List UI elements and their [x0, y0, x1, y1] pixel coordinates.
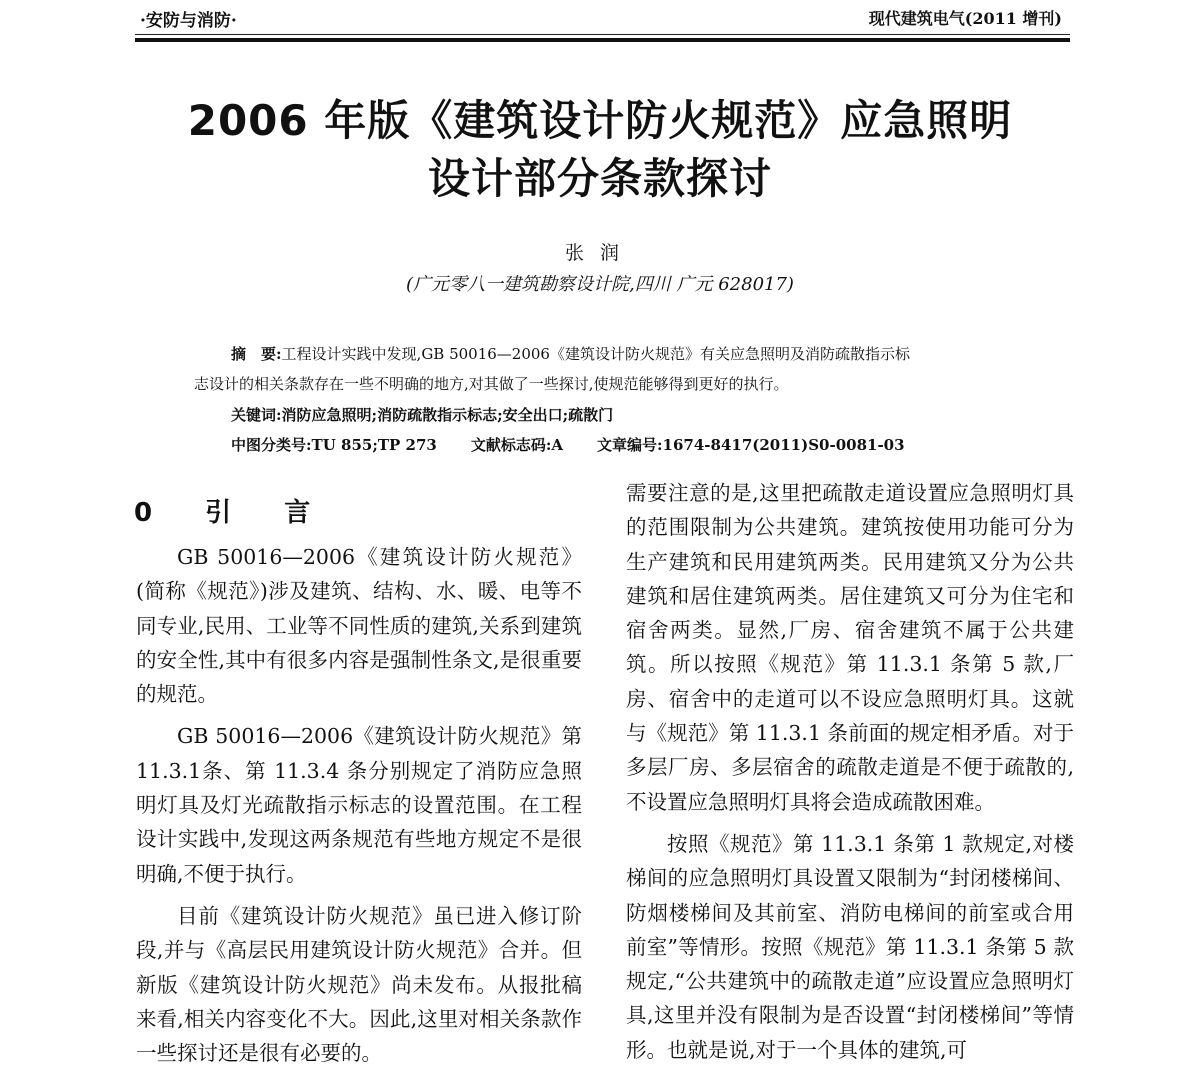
clc-number: 中图分类号:TU 855;TP 273: [231, 436, 437, 454]
left-paragraph-2: GB 50016—2006《建筑设计防火规范》第 11.3.1条、第 11.3.4 条分别规定了消防应急照明灯具及灯光疏散指示标志的设置范围。在工程设计实践中,发现这两条规范有些地方规定不是很明确,不便于执行。: [136, 724, 582, 886]
left-paragraph-1: GB 50016—2006《建筑设计防火规范》(简称《规范》)涉及建筑、结构、水、暖、电等不同专业,民用、工业等不同性质的建筑,关系到建筑的安全性,其中有很多内容是强制性条文,是很重要的规范。: [136, 545, 582, 707]
right-column: [626, 476, 1074, 1075]
section-heading: 0 引 言: [134, 498, 333, 528]
left-paragraph-3: 目前《建筑设计防火规范》虽已进入修订阶段,并与《高层民用建筑设计防火规范》合并。但新版《建筑设计防火规范》尚未发布。从报批稿来看,相关内容变化不大。因此,这里对相关条款作一些探讨还是很有必要的。: [136, 903, 582, 1066]
right-paragraph-2: 按照《规范》第 11.3.1 条第 1 款规定,对楼梯间的应急照明灯具设置又限制为“封闭楼梯间、防烟楼梯间及其前室、消防电梯间的前室或合用前室”等情形。按照《规范》第 11.3.1 条第 5 款规定,“公共建筑中的疏散走道”应设置应急照明灯具,这里并没有限制为是否设置“封闭楼梯间”等情形。也就是说,对于一个具体的建筑,可: [626, 831, 1074, 1062]
paper-title-line-2: 设计部分条款探讨: [427, 154, 772, 203]
abstract-line-1: [231, 343, 910, 364]
document-code: 文献标志码:A: [470, 436, 564, 454]
keywords-line: [231, 404, 613, 425]
abstract-text-1: 工程设计实践中发现,GB 50016—2006《建筑设计防火规范》有关应急照明及消防疏散指示标: [281, 345, 910, 363]
left-column: [136, 540, 582, 1078]
author-name: 张润: [564, 242, 635, 264]
header-rule-thin: [135, 34, 1070, 35]
article-number: 文章编号:1674-8417(2011)S0-0081-03: [597, 436, 905, 454]
keywords-label: 关键词:: [231, 406, 282, 424]
classification-line: [231, 434, 939, 455]
paper-title-line-1: 2006 年版《建筑设计防火规范》应急照明: [187, 96, 1013, 145]
abstract-line-2: 志设计的相关条款存在一些不明确的地方,对其做了一些探讨,使规范能够得到更好的执行。: [194, 375, 789, 393]
header-rule-thick: [135, 38, 1070, 42]
abstract-label: 摘 要:: [231, 345, 282, 363]
journal-issue-label: 现代建筑电气(2011 增刊): [868, 9, 1062, 28]
keywords-text: 消防应急照明;消防疏散指示标志;安全出口;疏散门: [281, 406, 614, 424]
right-paragraph-1: 需要注意的是,这里把疏散走道设置应急照明灯具的范围限制为公共建筑。建筑按使用功能可分为生产建筑和民用建筑两类。民用建筑又分为公共建筑和居住建筑两类。居住建筑又可分为住宅和宿舍两类。显然,厂房、宿舍建筑不属于公共建筑。所以按照《规范》第 11.3.1 条第 5 款,厂房、宿舍中的走道可以不设应急照明灯具。这就与《规范》第 11.3.1 条前面的规定相矛盾。对于多层厂房、多层宿舍的疏散走道是不便于疏散的,不设置应急照明灯具将会造成疏散困难。: [626, 481, 1074, 814]
author-affiliation: (广元零八一建筑勘察设计院,四川 广元 628017): [406, 274, 794, 295]
journal-section-label: ·安防与消防·: [140, 11, 237, 31]
